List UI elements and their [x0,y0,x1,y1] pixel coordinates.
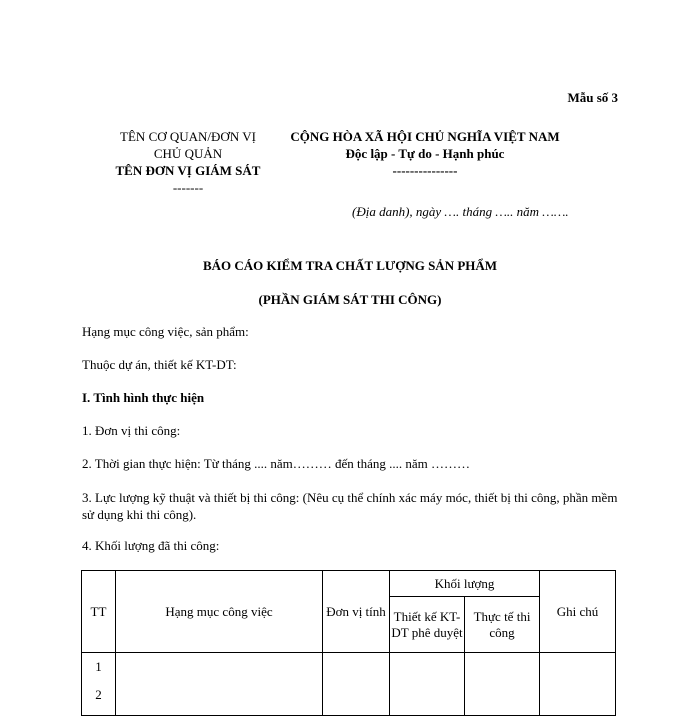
supervising-unit-name: TÊN ĐƠN VỊ GIÁM SÁT [115,163,261,178]
volume-line: 4. Khối lượng đã thi công: [82,538,220,553]
table-cell[interactable] [116,653,323,716]
table-cell[interactable] [465,653,540,716]
agency-header [78,128,298,196]
report-subtitle: (PHẦN GIÁM SÁT THI CÔNG) [258,292,442,307]
section-heading: I. Tình hình thực hiện [82,390,205,405]
agency-header-rule: ------- [172,180,204,195]
table-row [82,653,616,716]
row-number: 2 [95,687,102,702]
header-unit: Đơn vị tính [323,571,390,653]
parent-agency-line-1: TÊN CƠ QUAN/ĐƠN VỊ [120,129,256,144]
header-tt: TT [82,571,116,653]
header-work-item: Hạng mục công việc [116,571,323,653]
row-number: 1 [95,659,102,674]
place-date-line: (Địa danh), ngày …. tháng ….. năm ……. [352,204,569,219]
header-volume: Khối lượng [390,571,540,597]
report-title: BÁO CÁO KIỂM TRA CHẤT LƯỢNG SẢN PHẨM [202,258,498,273]
header-note: Ghi chú [540,571,616,653]
work-item-line: Hạng mục công việc, sản phẩm: [82,324,249,339]
table-cell[interactable] [540,653,616,716]
project-line: Thuộc dự án, thiết kế KT-DT: [82,357,237,372]
header-actual: Thực tế thi công [465,597,540,653]
duration-line: 2. Thời gian thực hiện: Từ tháng .... năm……… đến tháng .... năm ……… [82,456,471,471]
national-motto: Độc lập - Tự do - Hạnh phúc [345,146,505,161]
contractor-line: 1. Đơn vị thi công: [82,423,181,438]
form-number-label: Mẫu số 3 [567,90,618,105]
resources-line: 3. Lực lượng kỹ thuật và thiết bị thi công: (Nêu cụ thể chính xác máy móc, thiết bị thi công, phần mềm sử dụng khi thi công). [82,490,618,522]
row-number-cell [82,653,116,716]
table-cell[interactable] [323,653,390,716]
table-cell[interactable] [390,653,465,716]
national-header-rule: --------------- [392,163,458,178]
country-name: CỘNG HÒA XÃ HỘI CHỦ NGHĨA VIỆT NAM [290,129,560,144]
parent-agency-line-2: CHỦ QUẢN [153,146,223,161]
volume-table [81,570,616,716]
national-header [270,128,580,179]
header-approved-design: Thiết kế KT-DT phê duyệt [390,597,465,653]
